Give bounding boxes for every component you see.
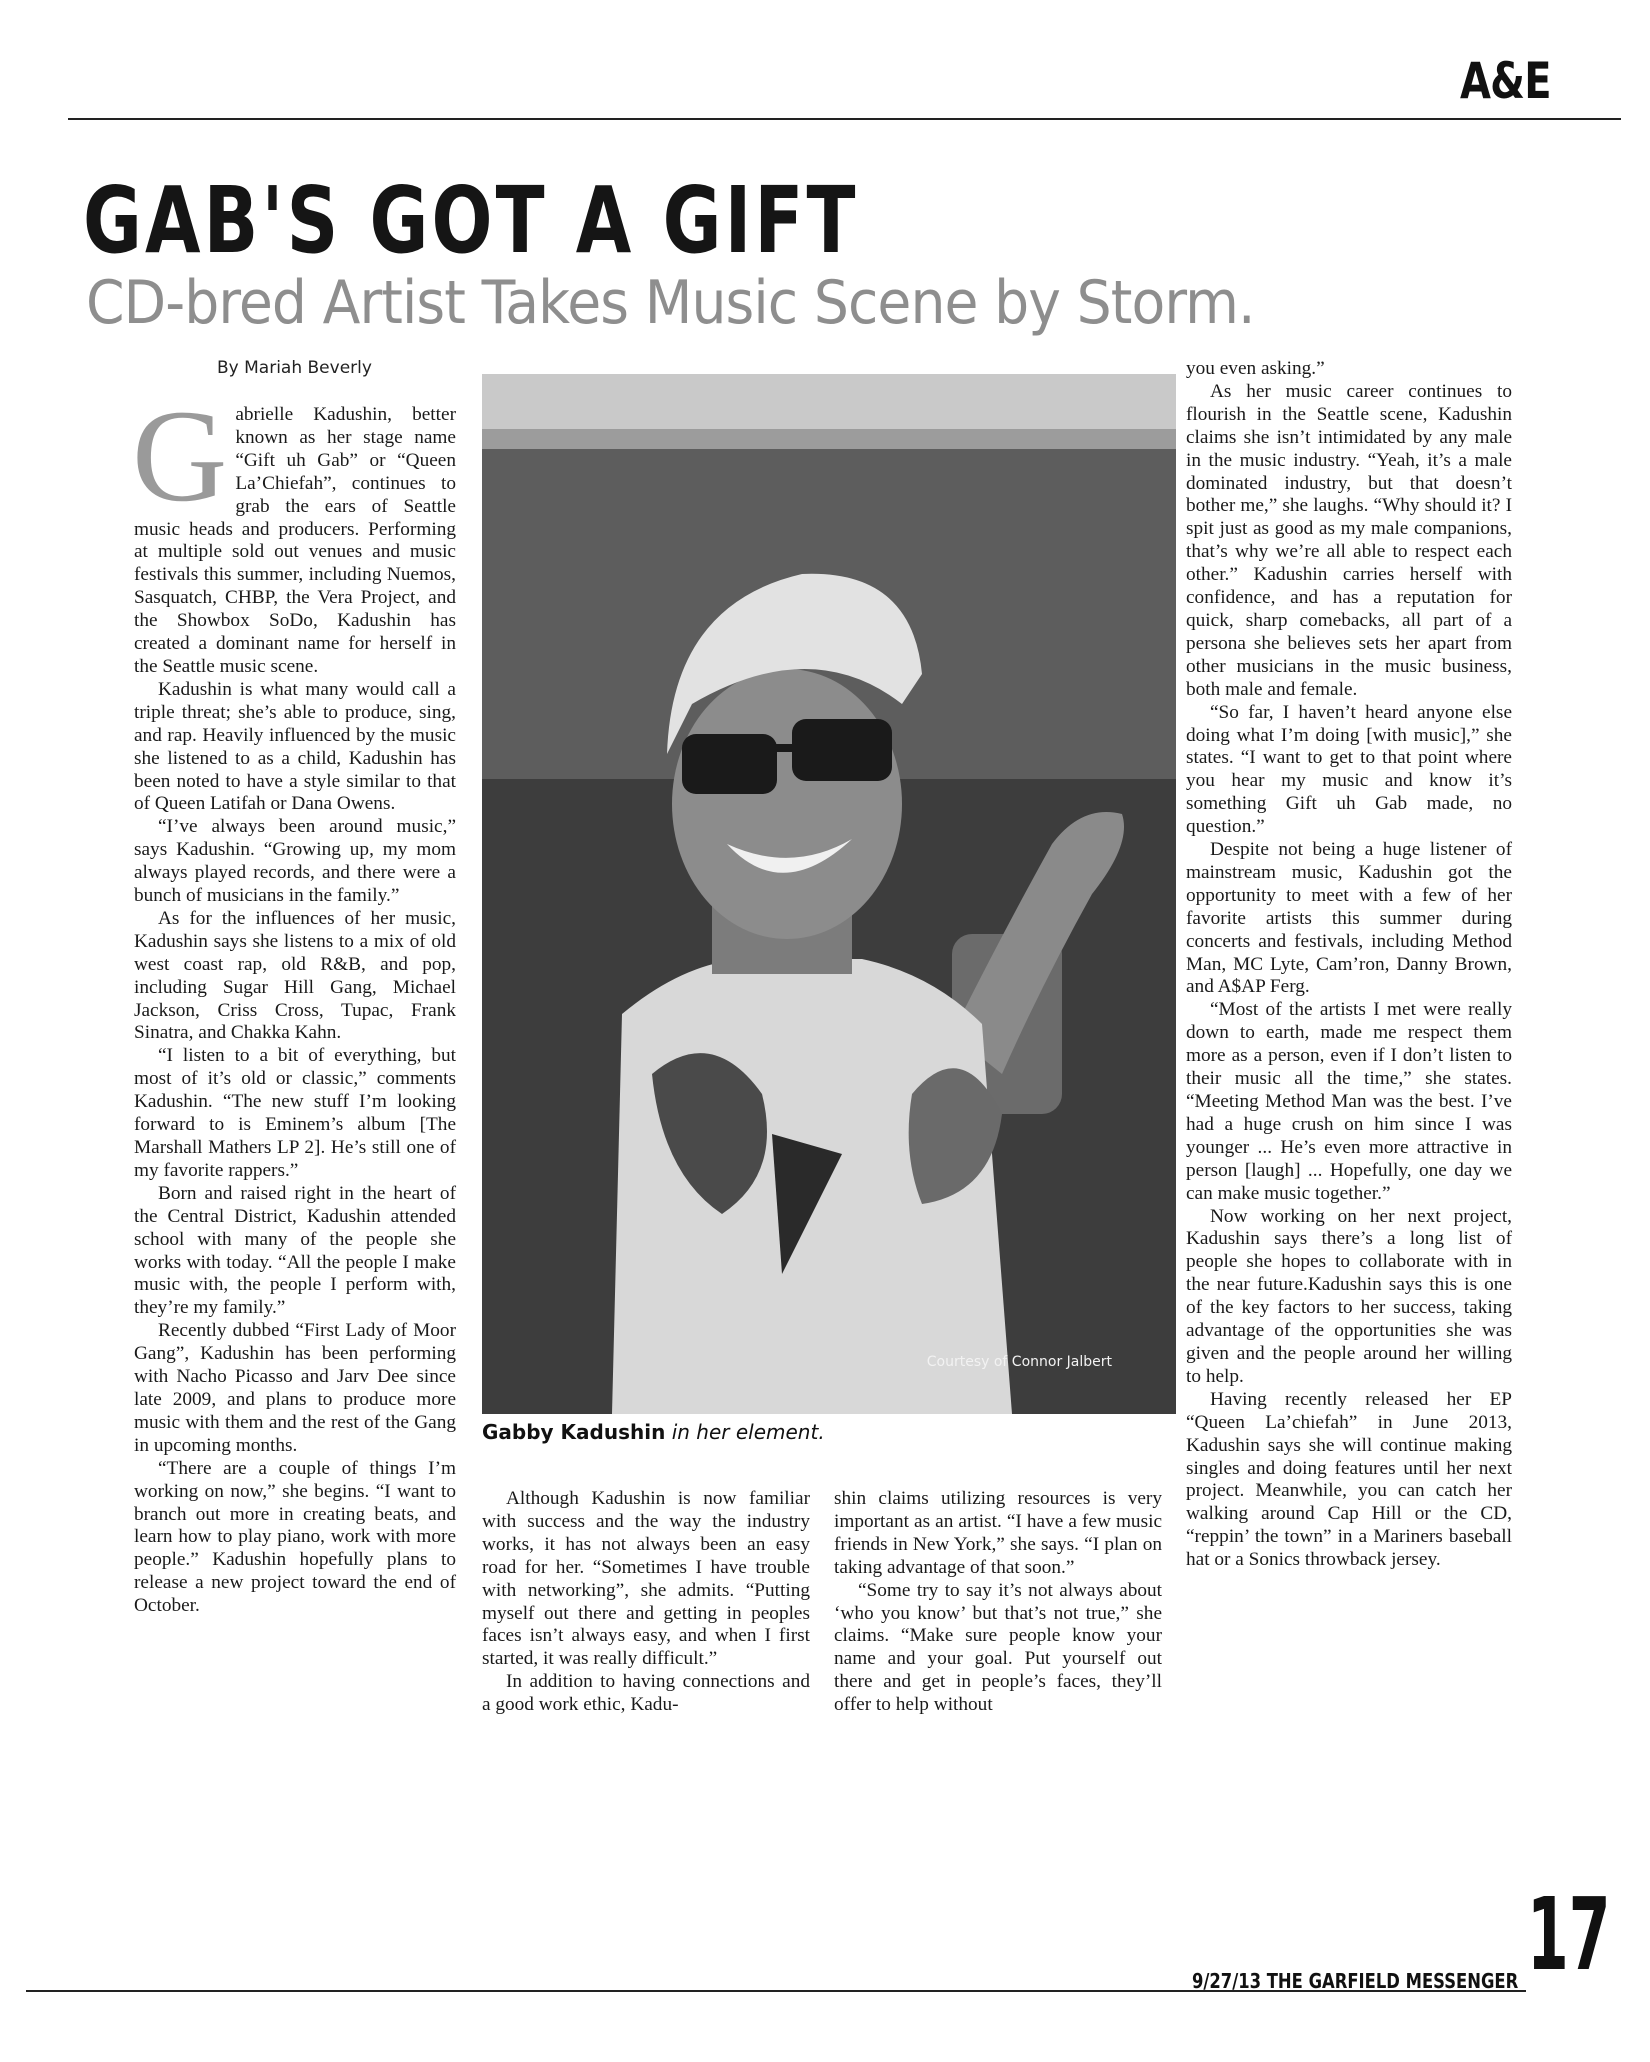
paragraph: Born and raised right in the heart of the Central District, Kadushin attended school with many of the people she works with today. “All the people I make music with, the people I perform with, they’re my family.” (134, 1182, 456, 1319)
article-column-2 (482, 1488, 810, 1717)
caption-name: Gabby Kadushin (482, 1420, 666, 1444)
paragraph (132, 382, 456, 679)
drop-cap: G (132, 382, 228, 529)
paragraph: Although Kadushin is now familiar with success and the way the industry works, it has not always been an easy road for her. “Sometimes I have trouble with networking”, she admits. “Putting myself out there and getting in peoples faces isn’t always easy, and when I first started, it was really difficult.” (482, 1488, 810, 1670)
subheadline: CD-bred Artist Takes Music Scene by Storm. (86, 268, 1255, 338)
article-column-3 (834, 1488, 1162, 1717)
byline: By Mariah Beverly (217, 358, 372, 378)
section-label: A&E (1460, 52, 1551, 110)
paragraph: Recently dubbed “First Lady of Moor Gang”, Kadushin has been performing with Nacho Picasso and Jarv Dee since late 2009, and plans to produce more music with them and the rest of the Gang in upcoming months. (134, 1320, 456, 1456)
page-number: 17 (1527, 1876, 1611, 1993)
paragraph: you even asking.” (1186, 358, 1325, 379)
paragraph: “I listen to a bit of everything, but most of it’s old or classic,” comments Kadushin. “The new stuff I’m looking forward to is Eminem’s album [The Marshall Mathers LP 2]. He’s still one of my favorite rappers.” (134, 1045, 456, 1181)
footer-issue: 9/27/13 THE GARFIELD MESSENGER (1192, 1969, 1519, 1993)
header-rule (68, 118, 1621, 120)
photo-credit: Courtesy of Connor Jalbert (926, 1354, 1112, 1370)
caption-text: in her element. (665, 1420, 825, 1444)
paragraph: As her music career continues to flourish in the Seattle scene, Kadushin claims she isn’t intimidated by any male in the music industry. “Yeah, it’s a male dominated industry, but that doesn’t bother me,” she laughs. “Why should it? I spit just as good as my male companions, that’s why we’re all able to respect each other.” Kadushin carries herself with confidence, and has a reputation for quick, sharp comebacks, all part of a persona she believes sets her apart from other musicians in the music business, both male and female. (1186, 380, 1512, 700)
photo-illustration (482, 374, 1176, 1414)
article-column-4 (1186, 358, 1512, 1572)
photo-caption (482, 1420, 1176, 1444)
paragraph: In addition to having connections and a good work ethic, Kadu- (482, 1671, 810, 1716)
footer-rule (26, 1990, 1526, 1992)
headline: GAB'S GOT A GIFT (83, 167, 859, 274)
paragraph: Kadushin is what many would call a triple threat; she’s able to produce, sing, and rap. Heavily influenced by the music she listened to as a child, Kadushin has been noted to have a style similar to that of Queen Latifah or Dana Owens. (134, 678, 456, 815)
paragraph: As for the influences of her music, Kadushin says she listens to a mix of old west coast rap, old R&B, and pop, including Sugar Hill Gang, Michael Jackson, Criss Cross, Tupac, Frank Sinatra, and Chakka Kahn. (134, 907, 456, 1044)
article-column-1 (132, 382, 456, 1618)
paragraph: “So far, I haven’t heard anyone else doing what I’m doing [with music],” she states. “I want to get to that point where you hear my music and know it’s something Gift uh Gab made, no question.” (1186, 701, 1512, 838)
paragraph: shin claims utilizing resources is very important as an artist. “I have a few music friends in New York,” she says. “I plan on taking advantage of that soon.” (834, 1488, 1162, 1578)
paragraph: “Most of the artists I met were really down to earth, made me respect them more as a person, even if I don’t listen to their music all the time,” she states. “Meeting Method Man was the best. I’ve had a huge crush on him since I was younger ... He’s even more attractive in person [laugh] ... Hopefully, one day we can make music together.” (1186, 999, 1512, 1204)
article-photo (482, 374, 1176, 1414)
paragraph: “I’ve always been around music,” says Kadushin. “Growing up, my mom always played records, and there were a bunch of musicians in the family.” (134, 816, 456, 907)
paragraph: Despite not being a huge listener of mainstream music, Kadushin got the opportunity to meet with a few of her favorite artists this summer during concerts and festivals, including Method Man, MC Lyte, Cam’ron, Danny Brown, and A$AP Ferg. (1186, 839, 1512, 998)
paragraph: Having recently released her EP “Queen La’chiefah” in June 2013, Kadushin says she will continue making singles and doing features until her next project. Meanwhile, you can catch her walking around Cap Hill or the CD, “reppin’ the town” in a Mariners baseball hat or a Sonics throwback jersey. (1186, 1388, 1512, 1571)
paragraph: “Some try to say it’s not always about ‘who you know’ but that’s not true,” she claims. “Make sure people know your name and your goal. Put yourself out there and get in people’s faces, they’ll offer to help without (834, 1579, 1162, 1716)
paragraph: Now working on her next project, Kadushin says there’s a long list of people she hopes to collaborate with in the near future.Kadushin says this is one of the key factors to her success, taking advantage of the opportunities she was given and the people around her willing to help. (1186, 1205, 1512, 1387)
paragraph: “There are a couple of things I’m working on now,” she begins. “I want to branch out more in creating beats, and learn how to play piano, work with more people.” Kadushin hopefully plans to release a new project toward the end of October. (134, 1457, 456, 1617)
paragraph-text: abrielle Kadushin, better known as her stage name “Gift uh Gab” or “Queen La’Chiefah”, continues to grab the ears of Seattle music heads and producers. Performing at multiple sold out venues and music festivals this summer, including Nuemos, Sasquatch, CHBP, the Vera Project, and the Showbox SoDo, Kadushin has created a dominant name for herself in the Seattle music scene. (134, 404, 456, 677)
